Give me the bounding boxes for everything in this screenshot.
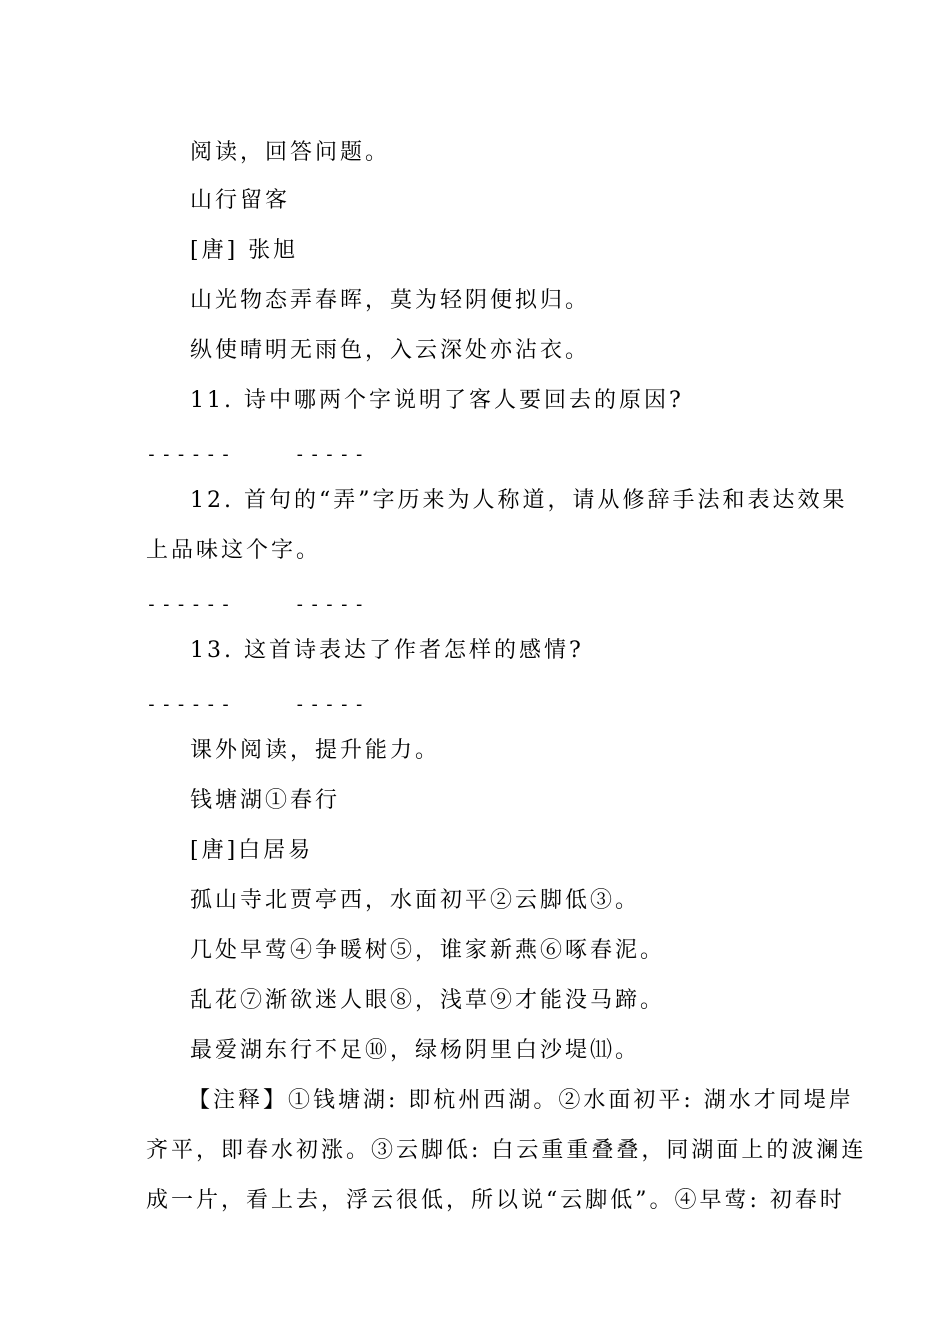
reading-instruction: 阅读，回答问题。 [190,140,391,165]
poem-author: [唐] 张旭 [190,238,299,263]
poem2-line: 几处早莺④争暖树⑤，谁家新燕⑥啄春泥。 [190,938,666,963]
poem2-title: 钱塘湖①春行 [190,788,341,813]
poem2-line: 孤山寺北贾亭西，水面初平②云脚低③。 [190,888,641,913]
poem-title: 山行留客 [190,188,291,213]
poem-line: 山光物态弄春晖，莫为轻阴便拟归。 [190,288,591,313]
poem-line: 纵使晴明无雨色，入云深处亦沾衣。 [190,338,591,363]
notes-line3: 成一片，看上去，浮云很低，所以说“云脚低”。④早莺: 初春时 [146,1188,845,1213]
answer-blank-11[interactable]: ------ ----- [146,444,369,465]
answer-blank-13[interactable]: ------ ----- [146,694,369,715]
extra-reading-instruction: 课外阅读，提升能力。 [190,738,441,763]
notes-line2: 齐平，即春水初涨。③云脚低: 白云重重叠叠，同湖面上的波澜连 [146,1138,867,1163]
question-12-line2: 上品味这个字。 [146,538,322,563]
question-13: 13. 这首诗表达了作者怎样的感情? [190,638,584,663]
poem2-line: 乱花⑦渐欲迷人眼⑧，浅草⑨才能没马蹄。 [190,988,666,1013]
answer-blank-12[interactable]: ------ ----- [146,594,369,615]
poem2-author: [唐]白居易 [190,838,314,863]
poem2-line: 最爱湖东行不足⑩，绿杨阴里白沙堤⑾。 [190,1038,641,1063]
question-11: 11. 诗中哪两个字说明了客人要回去的原因? [190,388,684,413]
question-12-line1: 12. 首句的“弄”字历来为人称道，请从修辞手法和表达效果 [190,488,848,513]
notes-line1: 【注释】①钱塘湖: 即杭州西湖。②水面初平: 湖水才同堤岸 [188,1088,854,1113]
